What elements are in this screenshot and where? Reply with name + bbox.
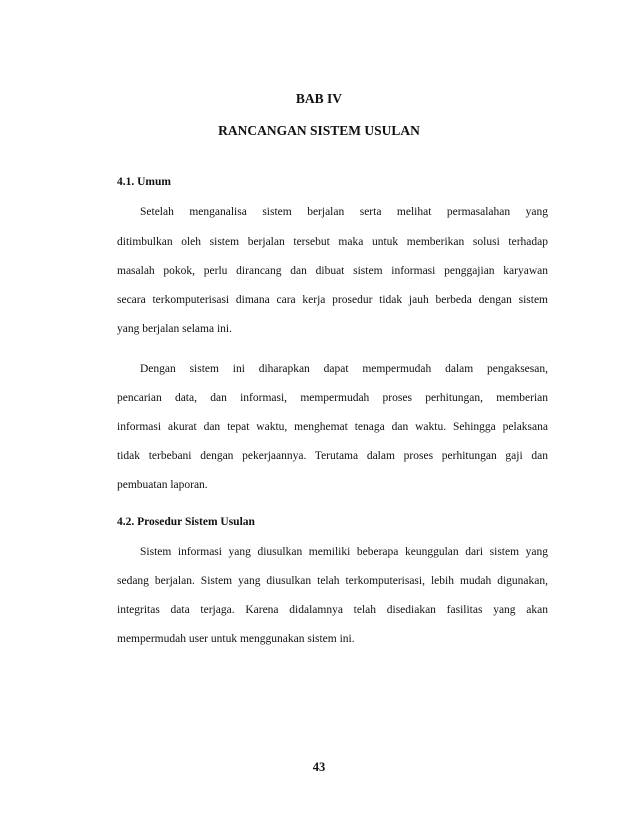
paragraph-line: informasi akurat dan tepat waktu, menghemat tenaga dan waktu. Sehingga pelaksana [117,421,548,433]
chapter-number: BAB IV [295,91,343,106]
paragraph-line: Setelah menganalisa sistem berjalan serta melihat permasalahan yang [140,206,548,218]
paragraph-line: pembuatan laporan. [117,479,208,491]
paragraph-line: sedang berjalan. Sistem yang diusulkan telah terkomputerisasi, lebih mudah digunakan, [117,575,548,587]
paragraph-line: pencarian data, dan informasi, mempermudah proses perhitungan, memberian [117,392,548,404]
section-heading-umum: 4.1. Umum [117,176,171,188]
paragraph-line: Dengan sistem ini diharapkan dapat mempermudah dalam pengaksesan, [140,363,548,375]
page-number: 43 [312,760,326,774]
paragraph-line: ditimbulkan oleh sistem berjalan tersebut maka untuk memberikan solusi terhadap [117,236,548,248]
paragraph-line: secara terkomputerisasi dimana cara kerja prosedur tidak jauh berbeda dengan sistem [117,294,548,306]
paragraph-line: Sistem informasi yang diusulkan memiliki beberapa keunggulan dari sistem yang [140,546,548,558]
paragraph-line: masalah pokok, perlu dirancang dan dibuat sistem informasi penggajian karyawan [117,265,548,277]
section-heading-prosedur: 4.2. Prosedur Sistem Usulan [117,516,255,528]
paragraph-line: yang berjalan selama ini. [117,323,232,335]
paragraph-line: tidak terbebani dengan pekerjaannya. Terutama dalam proses perhitungan gaji dan [117,450,548,462]
paragraph-line: mempermudah user untuk menggunakan sistem ini. [117,633,355,645]
paragraph-line: integritas data terjaga. Karena didalamnya telah disediakan fasilitas yang akan [117,604,548,616]
chapter-title: RANCANGAN SISTEM USULAN [218,123,420,138]
